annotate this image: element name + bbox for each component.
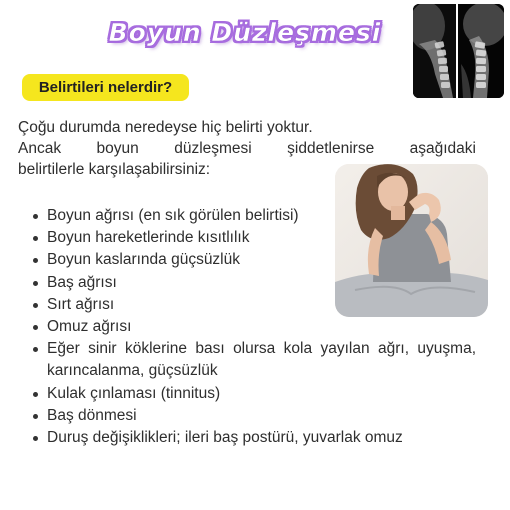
list-item: Boyun hareketlerinde kısıtlılık [30,227,476,249]
list-item: Boyun kaslarında güçsüzlük [30,249,476,271]
page-title: Boyun Düzleşmesi [108,18,382,47]
list-item: Omuz ağrısı [30,316,476,338]
section-badge: Belirtileri nelerdir? [22,74,189,101]
list-item: Eğer sinir köklerine bası olursa kola yayılan ağrı, uyuşma, karıncalanma, güçsüzlük [30,338,476,382]
list-item: Sırt ağrısı [30,294,476,316]
list-item: Duruş değişiklikleri; ileri baş postürü, yuvarlak omuz [30,427,476,449]
intro-line-1: Çoğu durumda neredeyse hiç belirti yoktur. [18,119,313,136]
intro-line-3: belirtilerle karşılaşabilirsiniz: [18,161,211,178]
neck-xray-image [413,4,504,98]
list-item: Baş ağrısı [30,272,476,294]
intro-line-2: Ancak boyun düzleşmesi şiddetlenirse aşağıdaki [18,140,476,157]
list-item: Kulak çınlaması (tinnitus) [30,383,476,405]
symptom-list [30,205,476,449]
list-item: Boyun ağrısı (en sık görülen belirtisi) [30,205,476,227]
list-item: Baş dönmesi [30,405,476,427]
